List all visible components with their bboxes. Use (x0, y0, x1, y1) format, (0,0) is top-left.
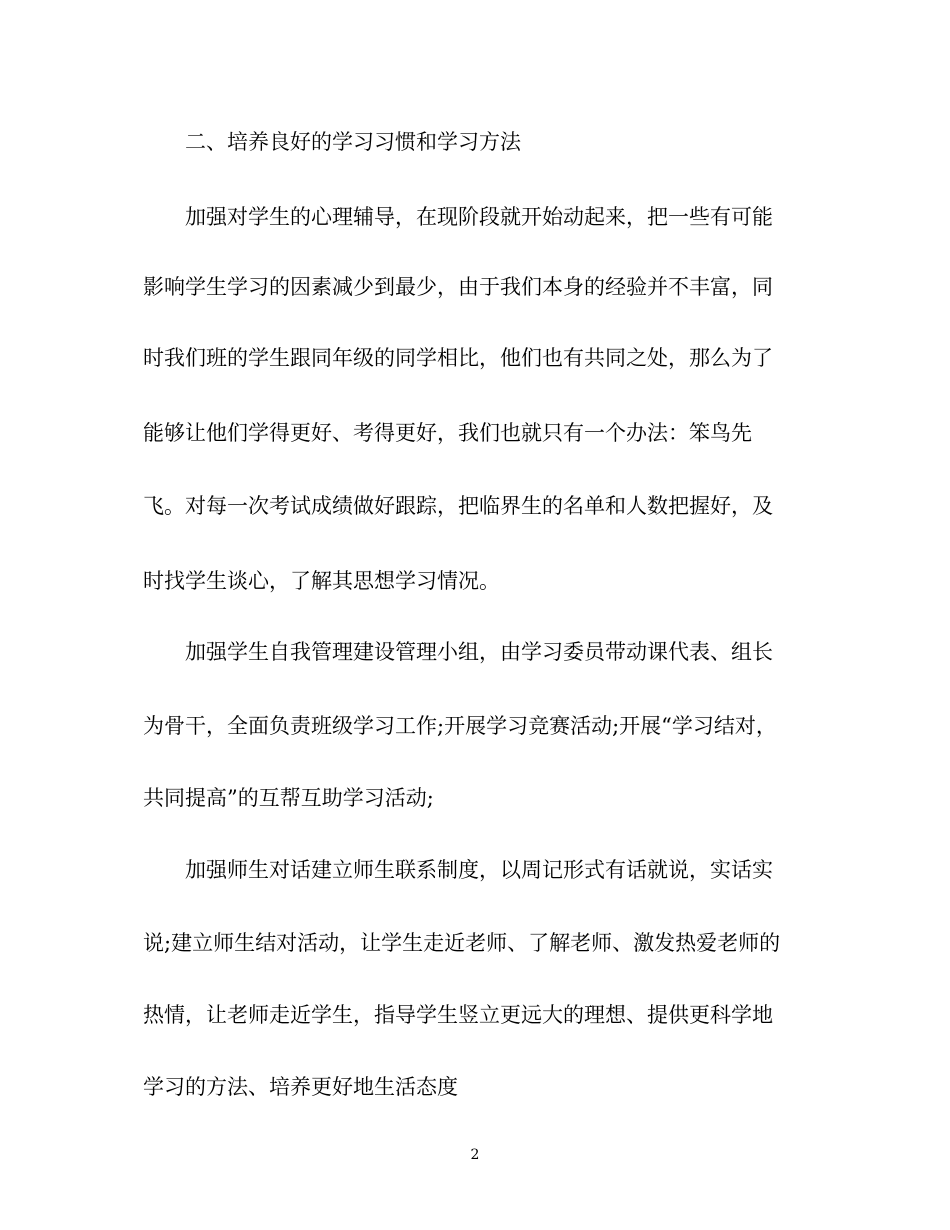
paragraph-2-line-1: 加强学生自我管理建设管理小组，由学习委员带动课代表、组长 (185, 640, 773, 664)
paragraph-2-line-2: 为骨干，全面负责班级学习工作;开展学习竞赛活动;开展“学习结对， (143, 714, 777, 738)
paragraph-3-line-1: 加强师生对话建立师生联系制度，以周记形式有话就说，实话实 (185, 858, 773, 882)
paragraph-1-line-1: 加强对学生的心理辅导，在现阶段就开始动起来，把一些有可能 (185, 205, 773, 229)
page-number: 2 (470, 1147, 480, 1163)
section-heading: 二、培养良好的学习习惯和学习方法 (185, 130, 521, 154)
paragraph-1-line-2: 影响学生学习的因素减少到最少，由于我们本身的经验并不丰富，同 (143, 275, 773, 299)
paragraph-1-line-3: 时我们班的学生跟同年级的同学相比，他们也有共同之处，那么为了 (143, 346, 773, 370)
paragraph-1-line-4: 能够让他们学得更好、考得更好，我们也就只有一个办法：笨鸟先 (143, 421, 752, 445)
paragraph-3-line-4: 学习的方法、培养更好地生活态度 (143, 1075, 458, 1099)
paragraph-3-line-2: 说;建立师生结对活动，让学生走近老师、了解老师、激发热爱老师的 (143, 931, 781, 955)
paragraph-3-line-3: 热情，让老师走近学生，指导学生竖立更远大的理想、提供更科学地 (143, 1003, 773, 1027)
paragraph-1-line-5: 飞。对每一次考试成绩做好跟踪，把临界生的名单和人数把握好，及 (143, 494, 773, 518)
paragraph-1-line-6: 时找学生谈心，了解其思想学习情况。 (143, 569, 500, 593)
paragraph-2-line-3: 共同提高”的互帮互助学习活动; (143, 786, 434, 810)
